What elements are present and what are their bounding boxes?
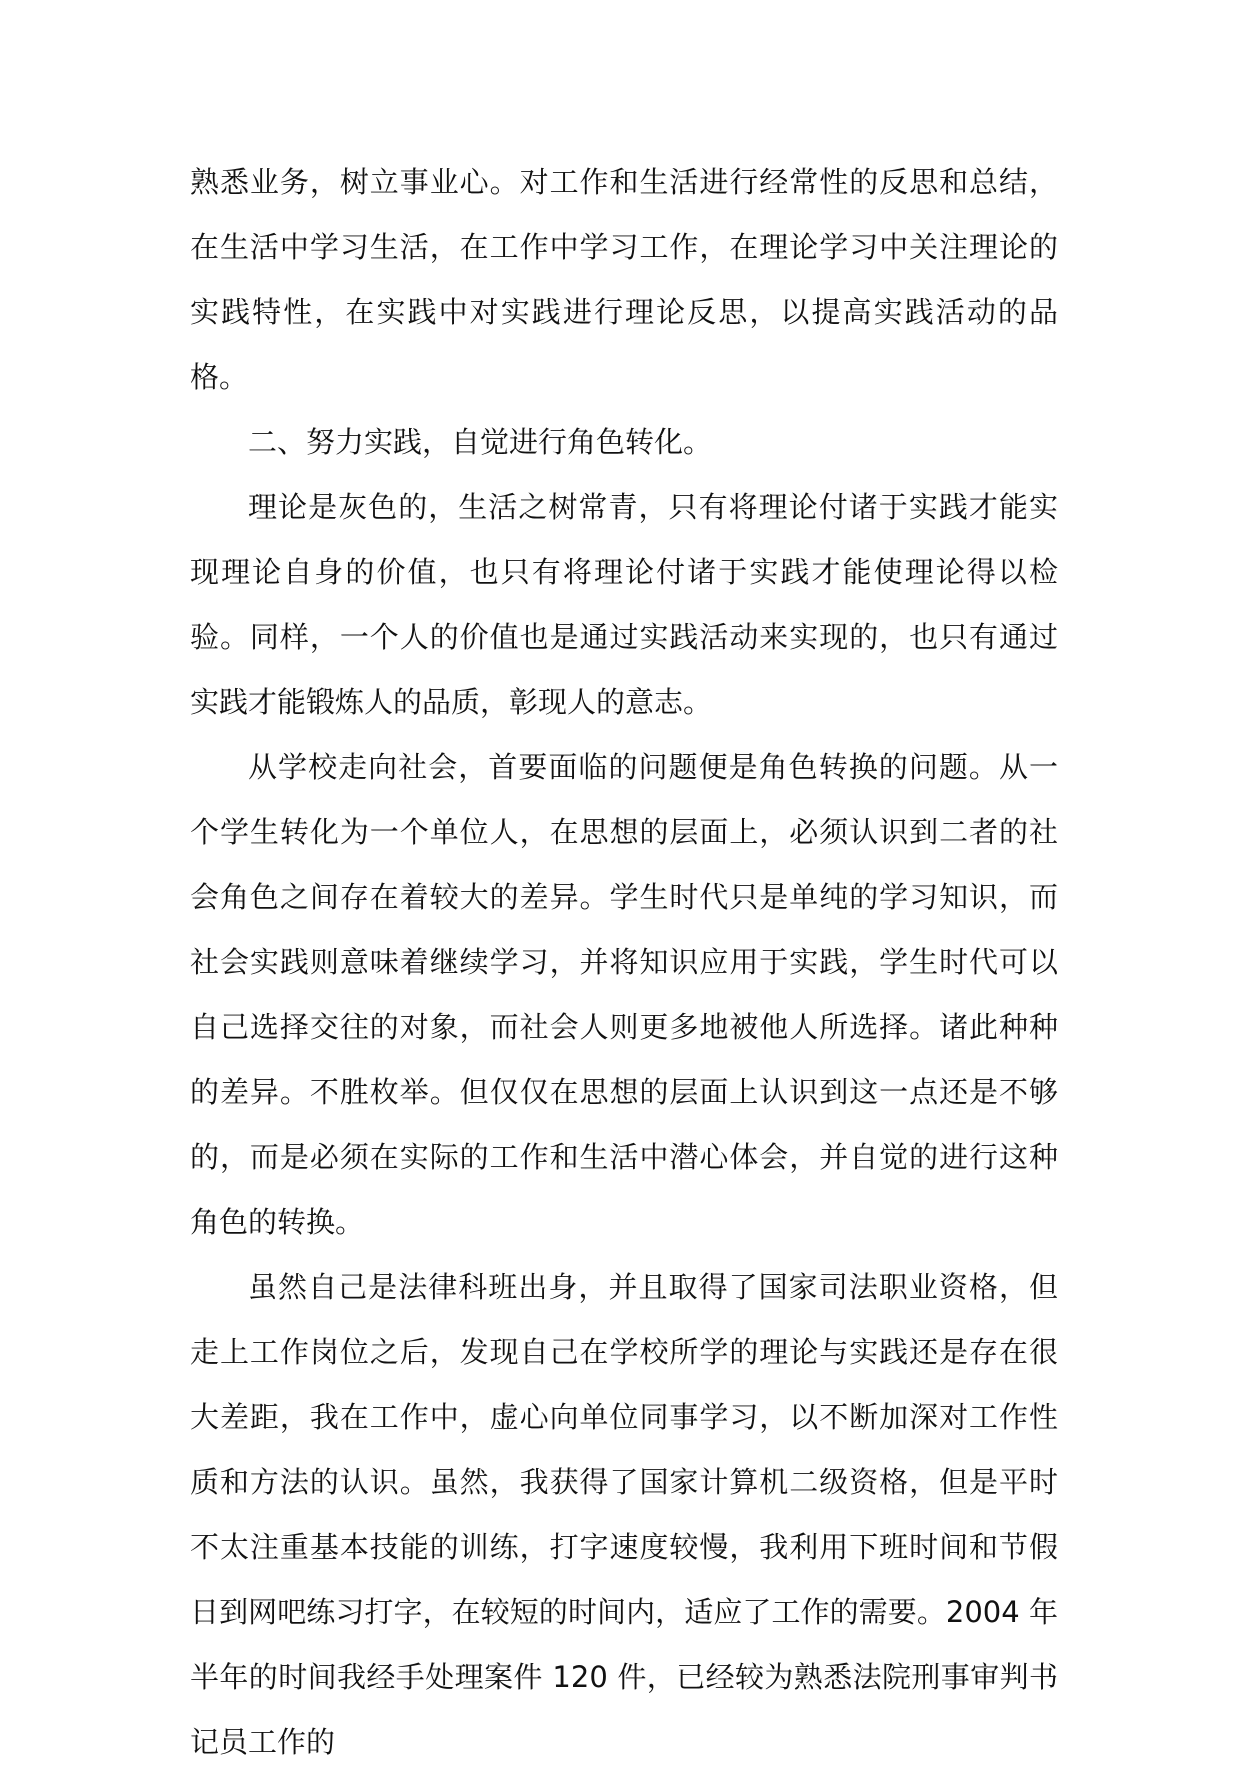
document-body xyxy=(190,150,1058,1775)
paragraph-role-transition: 从学校走向社会，首要面临的问题便是角色转换的问题。从一个学生转化为一个单位人，在思想的层面上，必须认识到二者的社会角色之间存在着较大的差异。学生时代只是单纯的学习知识，而社会实践则意味着继续学习，并将知识应用于实践，学生时代可以自己选择交往的对象，而社会人则更多地被他人所选择。诸此种种的差异。不胜枚举。但仅仅在思想的层面上认识到这一点还是不够的，而是必须在实际的工作和生活中潜心体会，并自觉的进行这种角色的转换。 xyxy=(190,750,1058,1239)
paragraph-continuation: 熟悉业务，树立事业心。对工作和生活进行经常性的反思和总结，在生活中学习生活，在工作中学习工作，在理论学习中关注理论的实践特性，在实践中对实践进行理论反思，以提高实践活动的品格。 xyxy=(190,165,1058,394)
section-heading: 二、努力实践，自觉进行角色转化。 xyxy=(248,425,713,459)
paragraph-theory-practice: 理论是灰色的，生活之树常青，只有将理论付诸于实践才能实现理论自身的价值，也只有将理论付诸于实践才能使理论得以检验。同样，一个人的价值也是通过实践活动来实现的，也只有通过实践才能锻炼人的品质，彰现人的意志。 xyxy=(190,490,1058,719)
paragraph-personal-experience: 虽然自己是法律科班出身，并且取得了国家司法职业资格，但走上工作岗位之后，发现自己在学校所学的理论与实践还是存在很大差距，我在工作中，虚心向单位同事学习，以不断加深对工作性质和方法的认识。虽然，我获得了国家计算机二级资格，但是平时不太注重基本技能的训练，打字速度较慢，我利用下班时间和节假日到网吧练习打字，在较短的时间内，适应了工作的需要。2004 年半年的时间我经手处理案件 120 件，已经较为熟悉法院刑事审判书记员工作的 xyxy=(190,1270,1058,1759)
